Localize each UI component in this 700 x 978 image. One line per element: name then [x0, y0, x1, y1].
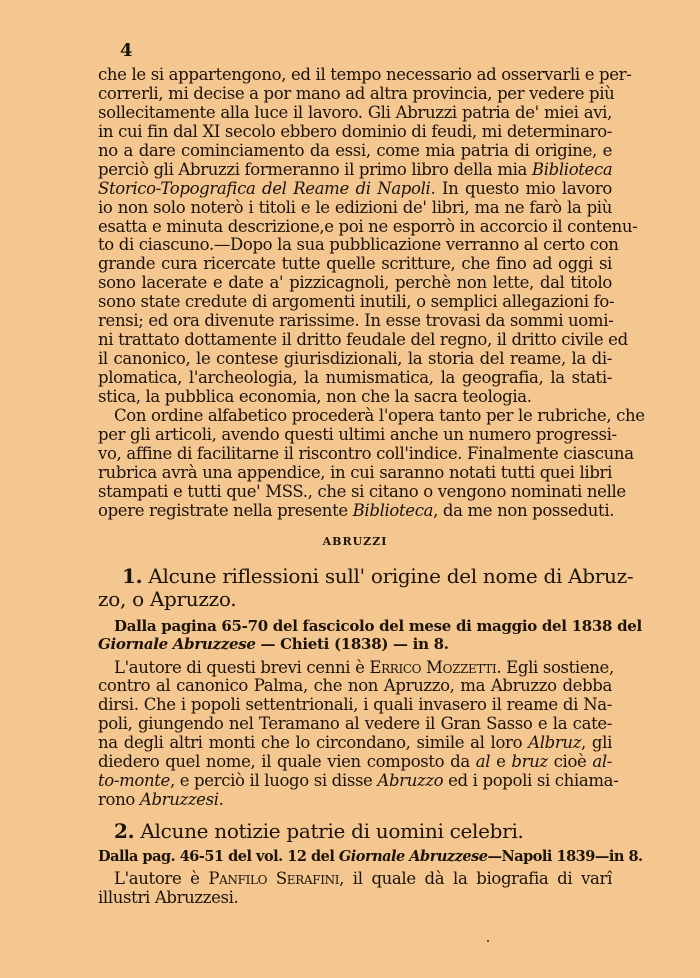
text-line: dirsi. Che i popoli settentrionali, i quali invasero il reame di Na- — [98, 695, 612, 715]
text-line: no a dare cominciamento da essi, come mia patria di origine, e — [98, 140, 612, 160]
text-line: il canonico, le contese giurisdizionali, la storia del reame, la di- — [98, 349, 612, 369]
text-line: ni trattato dottamente il dritto feudale del regno, il dritto civile ed — [98, 330, 628, 350]
text-line: grande cura ricercate tutte quelle scritture, che fino ad oggi si — [98, 254, 612, 274]
author-name: Panfilo Serafini — [208, 869, 340, 888]
text-line: L'autore è Panfilo Serafini, il quale dà la biografia di varî — [114, 869, 613, 888]
text-line: to di ciascuno.—Dopo la sua pubblicazione verranno al certo con — [98, 235, 619, 255]
print-speck — [487, 940, 489, 942]
page-body — [98, 65, 645, 908]
text-line: io non solo noterò i titoli e le edizioni de' libri, ma ne farò la più — [98, 197, 612, 217]
entry-title: 2. Alcune notizie patrie di uomini celebri. — [114, 819, 524, 843]
entry-number: 2. — [114, 819, 135, 843]
text-line: na degli altri monti che lo circondano, simile al loro Albruz, gli — [98, 733, 612, 753]
entry-number: 1. — [122, 563, 143, 588]
section-heading: ABRUZZI — [322, 534, 388, 548]
text-line: in cui fin dal XI secolo ebbero dominio di feudi, mi determinaro- — [98, 121, 613, 141]
intro-paragraph — [98, 65, 638, 407]
page-number: 4 — [120, 40, 133, 61]
text-line: rono Abruzzesi. — [98, 790, 224, 810]
text-line: correrli, mi decise a por mano ad altra provincia, per vedere più — [98, 83, 615, 103]
text-line: to-monte, e perciò il luogo si disse Abruzzo ed i popoli si chiama- — [98, 771, 619, 791]
text-line: sono state credute di argomenti inutili, o semplici allegazioni fo- — [98, 292, 615, 312]
text-line: rensi; ed ora divenute rarissime. In esse trovasi da sommi uomi- — [98, 311, 614, 331]
author-name: Errico Mozzetti — [369, 657, 497, 677]
entry-source: Giornale Abruzzese — Chieti (1838) — in 8. — [98, 634, 449, 653]
entry-1 — [98, 563, 642, 811]
text-line: diedero quel nome, il quale vien composto da al e bruz cioè al- — [98, 752, 612, 772]
entry-2 — [98, 819, 643, 908]
text-line: Con ordine alfabetico procederà l'opera tanto per le rubriche, che — [114, 405, 645, 425]
text-line: che le si appartengono, ed il tempo necessario ad osservarli e per- — [98, 65, 632, 84]
text-line: contro al canonico Palma, che non Apruzzo, ma Abruzzo debba — [98, 676, 612, 696]
text-line: poli, giungendo nel Teramano al vedere il Gran Sasso e la cate- — [98, 714, 612, 734]
text-line: opere registrate nella presente Biblioteca, da me non posseduti. — [98, 500, 615, 520]
text-line: plomatica, l'archeologia, la numismatica, la geografia, la stati- — [98, 368, 612, 387]
text-line: perciò gli Abruzzi formeranno il primo libro della mia Biblioteca — [98, 159, 613, 179]
entry-title: zo, o Apruzzo. — [98, 586, 237, 611]
second-paragraph — [98, 405, 645, 521]
text-line: rubrica avrà una appendice, in cui saranno notati tutti quei libri — [98, 462, 612, 482]
entry-source: Dalla pagina 65-70 del fascicolo del mese di maggio del 1838 del — [114, 616, 642, 635]
text-line: stampati e tutti que' MSS., che si citano o vengono nominati nelle — [98, 481, 626, 501]
entry-description — [98, 657, 619, 811]
text-line: vo, affine di facilitarne il riscontro coll'indice. Finalmente ciascuna — [98, 443, 634, 463]
text-line: sono lacerate e date a' pizzicagnoli, perchè non lette, dal titolo — [98, 273, 612, 293]
entry-title: 1. Alcune riflessioni sull' origine del nome di Abruz- — [122, 563, 634, 588]
text-line: stica, la pubblica economia, non che la sacra teologia. — [98, 386, 532, 406]
text-line: sollecitamente alla luce il lavoro. Gli Abruzzi patria de' miei avi, — [98, 102, 612, 122]
text-line: L'autore di questi brevi cenni è Errico Mozzetti. Egli sostiene, — [114, 657, 614, 677]
text-line: per gli articoli, avendo questi ultimi anche un numero progressi- — [98, 424, 617, 444]
text-line: esatta e minuta descrizione,e poi ne esporrò in accorcio il contenu- — [98, 216, 638, 236]
text-line: illustri Abruzzesi. — [98, 887, 239, 907]
text-line: Storico-Topografica del Reame di Napoli. In questo mio lavoro — [98, 178, 612, 198]
entry-source: Dalla pag. 46-51 del vol. 12 del Giornale Abruzzese—Napoli 1839—in 8. — [98, 848, 643, 865]
